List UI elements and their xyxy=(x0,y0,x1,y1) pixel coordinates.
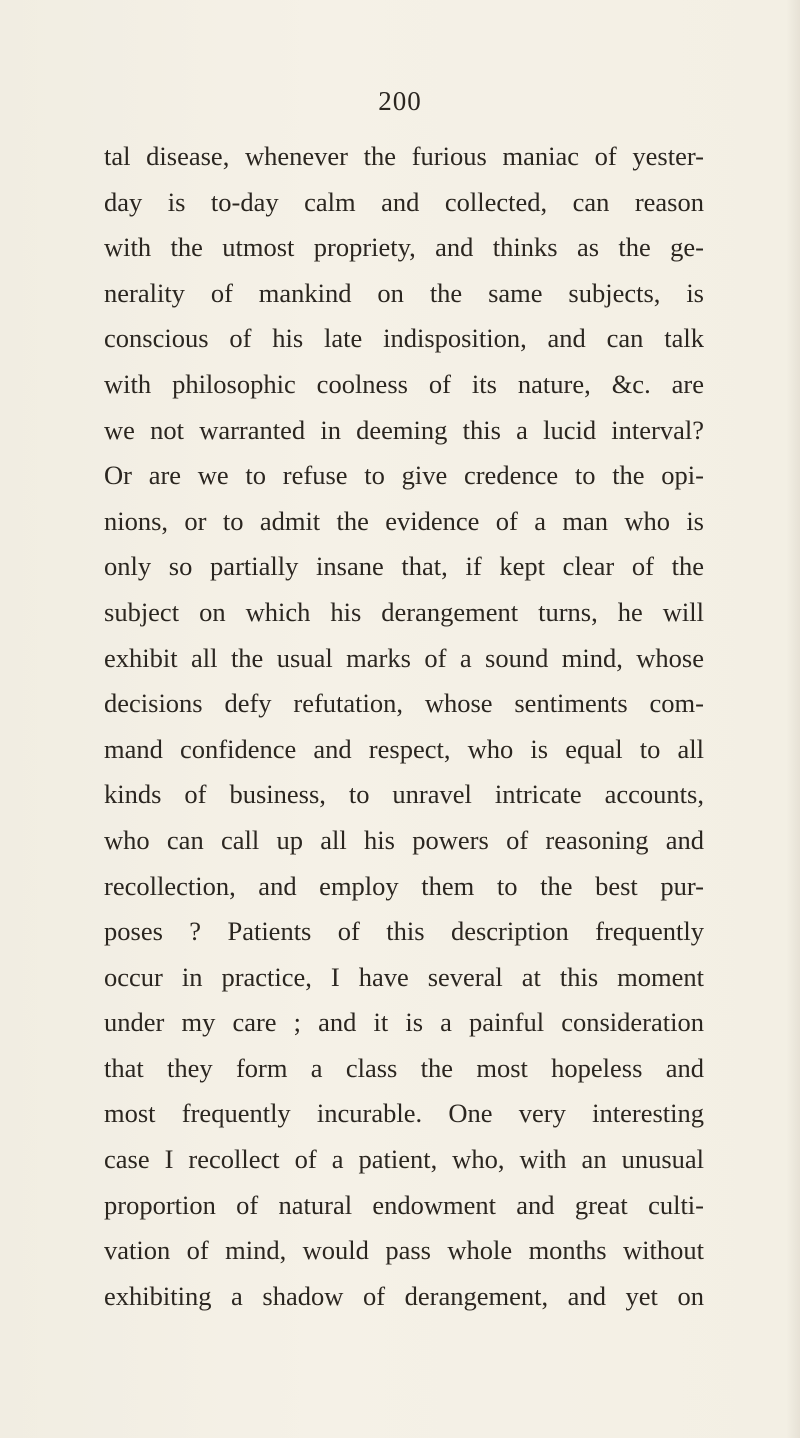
body-text xyxy=(104,134,704,1319)
text-line: nions, or to admit the evidence of a man who is xyxy=(104,505,704,536)
text-line: most frequently incurable. One very interesting xyxy=(104,1098,704,1129)
page-number: 200 xyxy=(378,86,422,116)
text-line: mand confidence and respect, who is equal to all xyxy=(104,733,704,764)
text-line: who can call up all his powers of reasoning and xyxy=(104,824,704,855)
text-line: decisions defy refutation, whose sentiments com- xyxy=(104,688,704,719)
text-line: with the utmost propriety, and thinks as the ge- xyxy=(104,232,704,263)
text-line: with philosophic coolness of its nature, &c. are xyxy=(104,368,704,399)
text-line: case I recollect of a patient, who, with an unusual xyxy=(104,1144,704,1175)
text-line: exhibiting a shadow of derangement, and yet on xyxy=(104,1280,704,1311)
text-line: proportion of natural endowment and great culti- xyxy=(104,1189,704,1220)
text-line: kinds of business, to unravel intricate accounts, xyxy=(104,779,704,810)
text-line: nerality of mankind on the same subjects, is xyxy=(104,277,704,308)
text-line: under my care ; and it is a painful consideration xyxy=(104,1007,704,1038)
text-line: subject on which his derangement turns, he will xyxy=(104,596,704,627)
text-line: tal disease, whenever the furious maniac of yester- xyxy=(104,141,704,171)
text-line: recollection, and employ them to the best pur- xyxy=(104,870,704,901)
text-line: conscious of his late indisposition, and can talk xyxy=(104,323,704,354)
text-line: occur in practice, I have several at this moment xyxy=(104,961,704,992)
text-line: we not warranted in deeming this a lucid interval? xyxy=(104,414,704,445)
text-line: day is to-day calm and collected, can reason xyxy=(104,186,704,217)
text-line: Or are we to refuse to give credence to the opi- xyxy=(104,460,704,491)
text-line: only so partially insane that, if kept clear of the xyxy=(104,551,704,582)
page-edge-shadow xyxy=(786,0,800,1438)
text-line: that they form a class the most hopeless and xyxy=(104,1052,704,1083)
text-line: exhibit all the usual marks of a sound mind, whose xyxy=(104,642,704,673)
text-line: poses ? Patients of this description frequently xyxy=(104,916,704,947)
text-line: vation of mind, would pass whole months without xyxy=(104,1235,704,1266)
